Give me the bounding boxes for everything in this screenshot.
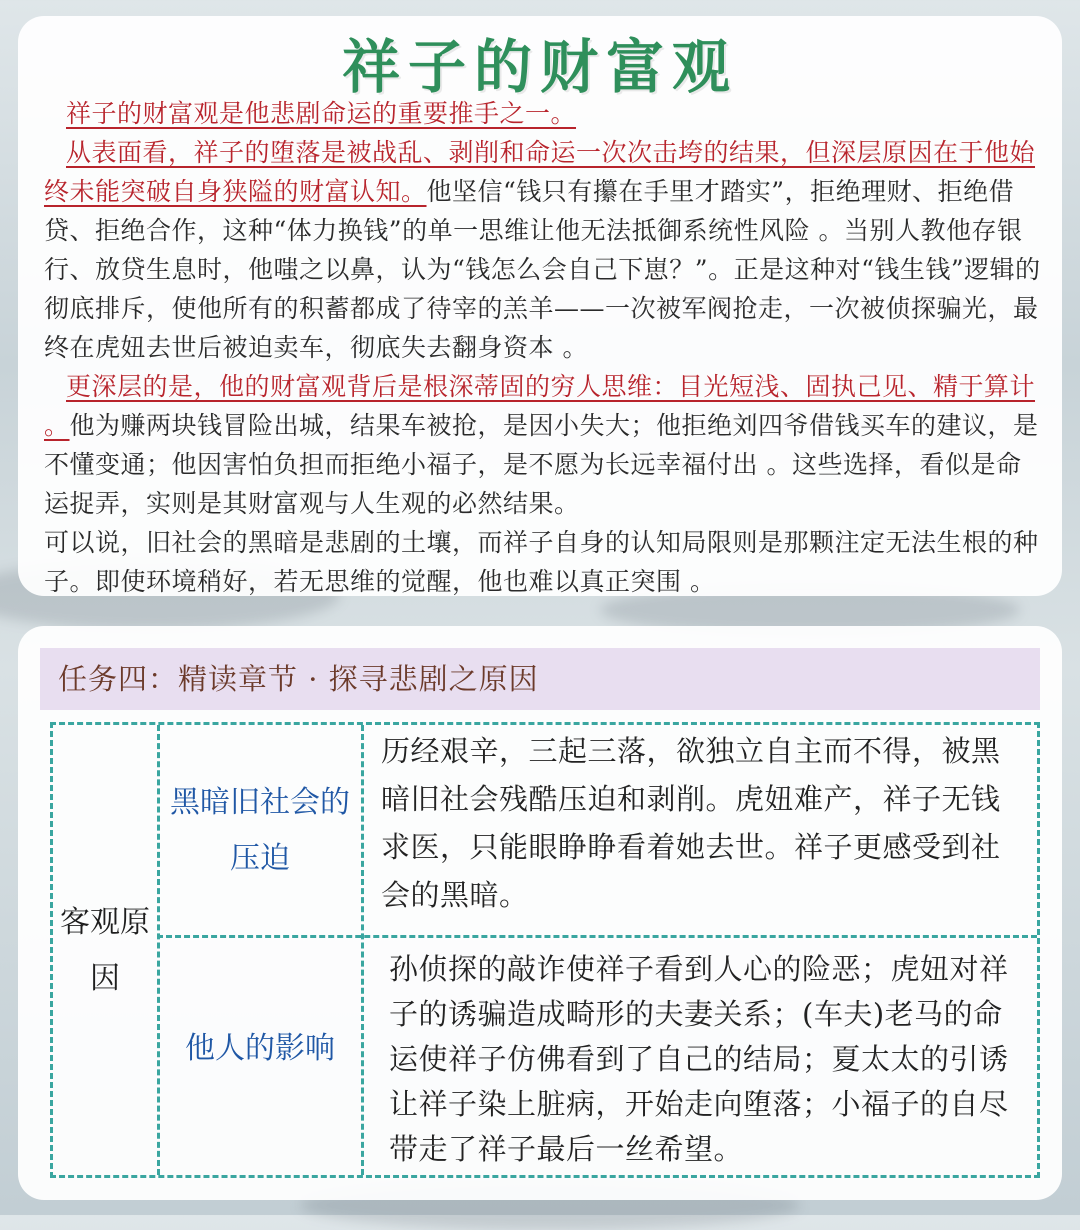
category-cell: 他人的影响	[185, 1031, 335, 1066]
table-divider	[157, 725, 160, 1175]
emphasis-sentence-2: 更深层的是，他的财富观背后是根深蒂固的穷人思维：目光短浅、固执己见、精于算计 。	[44, 372, 1036, 440]
paragraph-3-text: 他为赚两块钱冒险出城，结果车被抢，是因小失大；他拒绝刘四爷借钱买车的建议，是不懂变通；他因害怕负担而拒绝小福子，是不愿为长远幸福付出 。这些选择，看似是命运捉弄，实则是其财富观与人生观的必然结果。	[44, 411, 1039, 518]
description-cell: 孙侦探的敲诈使祥子看到人心的险恶；虎妞对祥子的诱骗造成畸形的夫妻关系；(车夫)老马的命运使祥子仿佛看到了自己的结局；夏太太的引诱让祥子染上脏病，开始走向堕落；小福子的自尽带走了祥子最后一丝希望。	[389, 952, 1009, 1166]
group-label: 客观原因	[60, 905, 150, 996]
paragraph-2-text: 他坚信“钱只有攥在手里才踏实”，拒绝理财、拒绝借贷、拒绝合作，这种“体力换钱”的单一思维让他无法抵御系统性风险 。当别人教他存银行、放贷生息时，他嗤之以鼻，认为“钱怎么会自己下崽？”。正是这种对“钱生钱”逻辑的彻底排斥，使他所有的积蓄都成了待宰的羔羊——一次被军阀抢走，一次被侦探骗光，最终在虎妞去世后被迫卖车，彻底失去翻身资本 。	[44, 177, 1041, 362]
paragraph-1	[44, 94, 1042, 133]
essay-body	[44, 94, 1042, 601]
emphasis-sentence-1: 从表面看，祥子的堕落是被战乱、剥削和命运一次次击垮的结果，但深层原因在于他始终未能突破自身狭隘的财富认知。	[44, 138, 1036, 206]
thesis-sentence: 祥子的财富观是他悲剧命运的重要推手之一。	[66, 99, 577, 128]
description-cell: 历经艰辛，三起三落，欲独立自主而不得，被黑暗旧社会残酷压迫和剥削。虎妞难产，祥子无钱求医，只能眼睁睁看着她去世。祥子更感受到社会的黑暗。	[381, 734, 1001, 912]
paragraph-2	[44, 133, 1042, 367]
cause-table	[50, 722, 1040, 1178]
table-divider	[361, 725, 364, 1175]
paragraph-4: 可以说，旧社会的黑暗是悲剧的土壤，而祥子自身的认知局限则是那颗注定无法生根的种子。即使环境稍好，若无思维的觉醒，他也难以真正突围 。	[44, 528, 1039, 596]
task-card	[18, 626, 1062, 1200]
category-cell: 黑暗旧社会的压迫	[170, 785, 350, 876]
table-divider	[157, 935, 1037, 938]
paragraph-3	[44, 367, 1042, 523]
page-title: 祥子的财富观	[341, 33, 738, 101]
essay-card	[18, 16, 1062, 596]
task-title-bar: 任务四：精读章节 · 探寻悲剧之原因	[40, 648, 1040, 710]
